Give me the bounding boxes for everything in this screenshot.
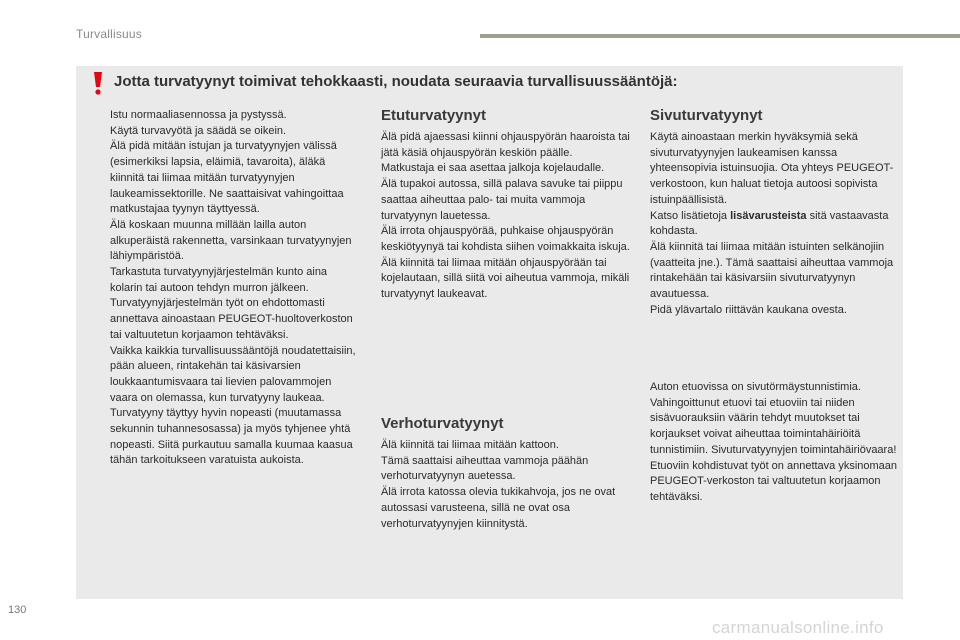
accessories-link-text: lisävarusteista [730, 209, 807, 222]
curtain-airbags-section [381, 414, 633, 532]
side-airbags-section [650, 106, 898, 318]
general-rules-text: Istu normaaliasennossa ja pystyssä. Käytä turvavyötä ja säädä se oikein. Älä pidä mitään istujan ja turvatyynyjen välissä (esimerkiksi lapsia, eläimiä, tavaroita), äläkä kiinnitä tai liimaa mitään turvatyynyjen laukeamissektorille. Ne saattaisivat vahingoittaa matkustajaa tyynyn täyttyessä. Älä koskaan muunna millään lailla auton alkuperäistä rakennetta, varsinkaan turvatyynyjen lähiympäristöä. Tarkastuta turvatyynyjärjestelmän kunto aina kolarin tai autoon tehdyn murron jälkeen. Turvatyynyjärjestelmän työt on ehdottomasti annettava ainoastaan PEUGEOT-huoltoverkoston tai valtuutetun korjaamon tehtäväksi. Vaikka kaikkia turvallisuussääntöjä noudatettaisiin, pään alueen, rintakehän tai käsivarsien loukkaantumisvaara tai lievien palovammojen vaara on olemassa, kun turvatyyny laukeaa. Turvatyyny täyttyy hyvin nopeasti (muutamassa sekunnin tuhannesosassa) ja myös tyhjenee yhtä nopeasti. Siitä purkautuu samalla kuumaa kaasua tähän tarkoitukseen varatuista aukoista. [110, 109, 356, 467]
curtain-airbags-text: Älä kiinnitä tai liimaa mitään kattoon. Tämä saattaisi aiheuttaa vammoja päähän verhoturvatyynyn auetessa. Älä irrota katossa olevia tukikahvoja, jos ne ovat autossasi varusteena, sillä ne ovat osa verhoturvatyynyjen kiinnitystä. [381, 439, 616, 530]
main-heading: Jotta turvatyynyt toimivat tehokkaasti, noudata seuraavia turvallisuussääntöjä: [114, 73, 678, 90]
front-airbags-title: Etuturvatyynyt [381, 107, 487, 124]
door-sensors-section [650, 380, 898, 506]
exclamation-mark-icon [90, 70, 106, 96]
front-airbags-text: Älä pidä ajaessasi kiinni ohjauspyörän haaroista tai jätä käsiä ohjauspyörän keskiön päälle. Matkustaja ei saa asettaa jalkoja kojelaudalle. Älä tupakoi autossa, sillä palava savuke tai piippu saattaa aiheuttaa palo- tai muita vammoja turvatyynyn lauetessa. Älä irrota ohjauspyörää, puhkaise ohjauspyörän keskiötyynyä tai kohdista siihen voimakkaita iskuja. Älä kiinnitä tai liimaa mitään ohjauspyörään tai kojelautaan, sillä siitä voi aiheutua vammoja, mikäli turvatyynyt laukeavat. [381, 131, 630, 301]
page-number: 130 [8, 604, 27, 616]
general-rules-column [110, 108, 358, 469]
side-airbags-text-after: sitä vastaavasta kohdasta. Älä kiinnitä tai liimaa mitään istuinten selkänojiin (vaatteita jne.). Tämä saattaisi aiheuttaa vammoja rintakehään tai käsivarsiin sivuturvatyynyn avautuessa. Pidä ylävartalo riittävän kaukana ovesta. [650, 209, 894, 316]
door-sensors-text: Auton etuovissa on sivutörmäystunnistimia. Vahingoittunut etuovi tai etuoviin tai niiden sisävuorauksiin väärin tehdyt muutokset tai korjaukset voivat aiheuttaa toimintahäiriöitä tunnistimiin. Sivuturvatyynyjen toimintahäiriövaara! Etuoviin kohdistuvat työt on annettava yksinomaan PEUGEOT-verkoston tai valtuutetun korjaamon tehtäväksi. [650, 381, 898, 503]
section-title: Turvallisuus [76, 27, 142, 41]
header-accent-bar [480, 34, 960, 38]
side-airbags-title: Sivuturvatyynyt [650, 107, 763, 124]
watermark: carmanualsonline.info [712, 618, 884, 637]
side-airbags-text-before: Käytä ainoastaan merkin hyväksymiä sekä sivuturvatyynyjen laukeamisen kanssa yhteensopivia istuinsuojia. Ota yhteys PEUGEOT-verkostoon, kun haluat tietoja autoosi sopivista istuinpäällisistä. Katso lisätietoja [650, 131, 894, 222]
side-airbags-text [650, 130, 898, 318]
front-airbags-section [381, 106, 633, 303]
curtain-airbags-title: Verhoturvatyynyt [381, 415, 504, 432]
